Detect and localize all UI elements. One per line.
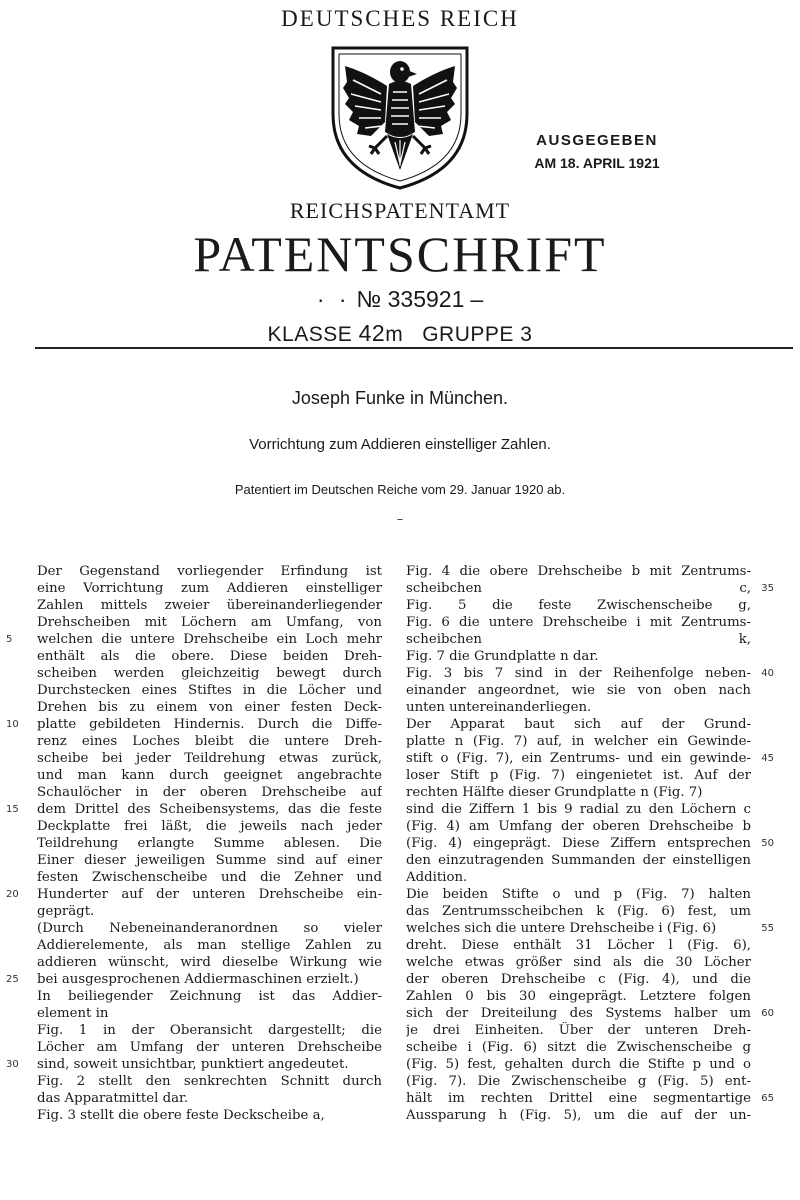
body-line: Fig. 3 stellt die obere feste Deckscheibe a,	[37, 1108, 325, 1123]
body-line: scheibchen k,	[406, 632, 751, 647]
body-line: Schaulöcher in der oberen Drehscheibe auf	[37, 785, 382, 800]
body-line: der oberen Drehscheibe c (Fig. 4), und die	[406, 972, 751, 987]
body-line: (Durch Nebeneinanderanordnen so vieler	[37, 921, 382, 936]
body-line: element in	[37, 1006, 109, 1021]
group-label: GRUPPE	[422, 323, 514, 346]
separator-dash: –	[397, 512, 403, 526]
body-line: Der Apparat baut sich auf der Grund-	[406, 717, 751, 732]
body-line: Fig. 2 stellt den senkrechten Schnitt durch	[37, 1074, 382, 1089]
body-line: welche etwas größer sind als die 30 Löcher	[406, 955, 751, 970]
body-line: Addierelemente, als man stellige Zahlen zu	[37, 938, 382, 953]
invention-title: Vorrichtung zum Addieren einstelliger Zahlen.	[249, 436, 551, 453]
class-label: KLASSE	[267, 323, 353, 346]
margin-line-number: 20	[6, 889, 19, 900]
body-line: Hunderter auf der unteren Drehscheibe ein-	[37, 887, 382, 902]
document-type-title: PATENTSCHRIFT	[193, 226, 607, 282]
issued-date: AM 18. APRIL 1921	[534, 155, 660, 171]
margin-line-number: 35	[761, 583, 774, 594]
body-line: Die beiden Stifte o und p (Fig. 7) halten	[406, 887, 751, 902]
body-line: festen Zwischenscheibe und die Zehner und	[37, 870, 382, 885]
body-line: Teildrehung erlangte Summe ablesen. Die	[37, 836, 382, 851]
body-line: addieren wünscht, wird dieselbe Wirkung wie	[37, 955, 382, 970]
body-line: Deckplatte frei läßt, die jeweils nach jeder	[37, 819, 382, 834]
body-line: sich der Dreiteilung des Systems halber um	[406, 1006, 751, 1021]
body-line: scheibe bei jeder Teildrehung etwas zurück,	[37, 751, 382, 766]
margin-line-number: 15	[6, 804, 19, 815]
body-line: Durchstecken eines Stiftes in die Löcher und	[37, 683, 382, 698]
body-line: stift o (Fig. 7), ein Zentrums- und ein gewinde-	[406, 751, 751, 766]
margin-line-number: 60	[761, 1008, 774, 1019]
margin-line-number: 5	[6, 634, 13, 645]
body-line: geprägt.	[37, 904, 95, 919]
body-line: loser Stift p (Fig. 7) eingenietet ist. Auf der	[406, 768, 751, 783]
class-value: 42	[358, 320, 386, 346]
margin-line-number: 40	[761, 668, 774, 679]
body-line: platte gebildeten Hindernis. Durch die Diffe-	[37, 717, 382, 732]
body-line: rechten Hälfte dieser Grundplatte n (Fig. 7)	[406, 785, 703, 800]
body-line: das Zentrumsscheibchen k (Fig. 6) fest, um	[406, 904, 751, 919]
body-line: den einzutragenden Summanden der einstelligen	[406, 853, 751, 868]
body-line: Zahlen 0 bis 30 eingeprägt. Letztere folgen	[406, 989, 751, 1004]
body-line: Drehen bis zu einem von einer festen Deck-	[37, 700, 382, 715]
issue-date-block	[522, 132, 672, 171]
margin-line-number: 25	[6, 974, 19, 985]
body-line: (Fig. 5) fest, gehalten durch die Stifte p und o	[406, 1057, 751, 1072]
body-line: enthält als die obere. Diese beiden Dreh-	[37, 649, 382, 664]
header-divider	[35, 347, 793, 349]
body-line: unten untereinanderliegen.	[406, 700, 592, 715]
body-line: Drehscheiben mit Löchern am Umfang, von	[37, 615, 382, 630]
patent-number-row	[0, 286, 800, 313]
margin-line-number: 65	[761, 1093, 774, 1104]
body-line: Zahlen mittels zweier übereinanderliegender	[37, 598, 382, 613]
body-line: Fig. 6 die untere Drehscheibe i mit Zentrums-	[406, 615, 751, 630]
eagle-emblem	[325, 42, 475, 192]
issued-label: AUSGEGEBEN	[536, 132, 658, 149]
body-line: und man kann durch geeignet angebrachte	[37, 768, 382, 783]
body-line: dreht. Diese enthält 31 Löcher l (Fig. 6),	[406, 938, 751, 953]
patent-office: REICHSPATENTAMT	[289, 198, 511, 223]
body-line: scheibchen c,	[406, 581, 751, 596]
body-line: scheiben werden gleichzeitig bewegt durch	[37, 666, 382, 681]
body-line: Fig. 1 in der Oberansicht dargestellt; die	[37, 1023, 382, 1038]
body-line: einander angeordnet, wie sie von oben nach	[406, 683, 751, 698]
margin-line-number: 30	[6, 1059, 19, 1070]
class-suffix: m	[385, 323, 404, 346]
body-line: Addition.	[406, 870, 468, 885]
body-line: dem Drittel des Scheibensystems, das die feste	[37, 802, 382, 817]
body-column-right	[406, 563, 751, 1124]
body-line: renz eines Loches bleibt die untere Dreh-	[37, 734, 382, 749]
body-line: In beiliegender Zeichnung ist das Addier-	[37, 989, 382, 1004]
number-prefix: · ·	[316, 286, 351, 312]
body-line: hält im rechten Drittel eine segmentartige	[406, 1091, 751, 1106]
margin-line-number: 10	[6, 719, 19, 730]
body-line: Fig. 4 die obere Drehscheibe b mit Zentrums-	[406, 564, 751, 579]
patent-number: № 335921	[356, 286, 465, 312]
body-line: Einer dieser jeweiligen Summe sind auf einer	[37, 853, 382, 868]
body-line: Aussparung h (Fig. 5), um die auf der un-	[406, 1108, 751, 1123]
body-line: sind die Ziffern 1 bis 9 radial zu den Löchern c	[406, 802, 751, 817]
body-line: je drei Einheiten. Über der unteren Dreh-	[406, 1023, 751, 1038]
body-line: Fig. 5 die feste Zwischenscheibe g,	[406, 598, 751, 613]
body-line: (Fig. 4) eingeprägt. Diese Ziffern entsprechen	[406, 836, 751, 851]
margin-line-number: 55	[761, 923, 774, 934]
body-line: welchen die untere Drehscheibe ein Loch mehr	[37, 632, 382, 647]
body-line: das Apparatmittel dar.	[37, 1091, 189, 1106]
group-value: 3	[520, 323, 533, 346]
classification-row	[0, 320, 800, 347]
body-line: scheibe i (Fig. 6) sitzt die Zwischenscheibe g	[406, 1040, 751, 1055]
body-line: sind, soweit unsichtbar, punktiert angedeutet.	[37, 1057, 349, 1072]
body-line: welches sich die untere Drehscheibe i (Fig. 6)	[406, 921, 717, 936]
inventor-line: Joseph Funke in München.	[291, 388, 509, 408]
body-column-left	[37, 563, 382, 1124]
body-line: Fig. 3 bis 7 sind in der Reihenfolge neben-	[406, 666, 751, 681]
body-line: eine Vorrichtung zum Addieren einstelliger	[37, 581, 382, 596]
body-line: Löcher am Umfang der unteren Drehscheibe	[37, 1040, 382, 1055]
patent-date-line: Patentiert im Deutschen Reiche vom 29. Januar 1920 ab.	[234, 482, 566, 497]
body-line: (Fig. 7). Die Zwischenscheibe g (Fig. 5) ent-	[406, 1074, 751, 1089]
number-suffix: –	[470, 286, 484, 312]
body-line: (Fig. 4) am Umfang der oberen Drehscheibe b	[406, 819, 751, 834]
margin-line-number: 45	[761, 753, 774, 764]
body-line: platte n (Fig. 7) auf, in welcher ein Gewinde-	[406, 734, 751, 749]
country-heading: DEUTSCHES REICH	[281, 6, 519, 31]
body-line: Fig. 7 die Grundplatte n dar.	[406, 649, 599, 664]
body-line: bei ausgesprochenen Addiermaschinen erzielt.)	[37, 972, 359, 987]
body-line: Der Gegenstand vorliegender Erfindung ist	[37, 564, 382, 579]
margin-line-number: 50	[761, 838, 774, 849]
